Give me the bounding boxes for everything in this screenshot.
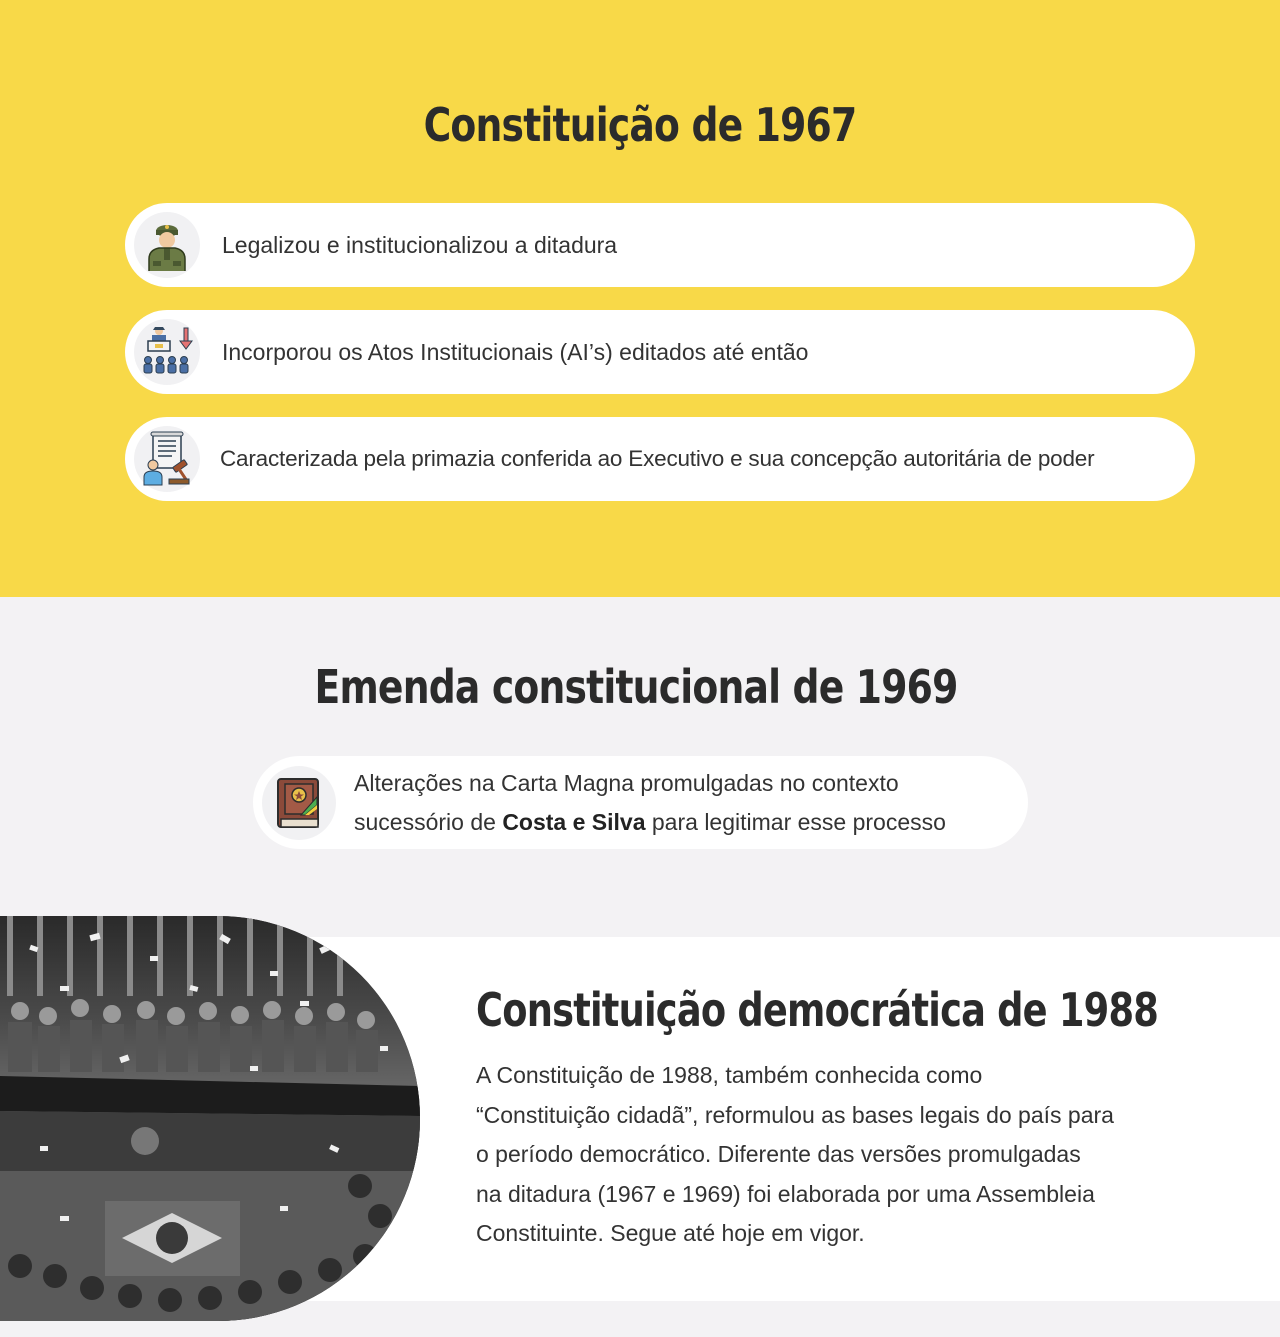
soldier-icon bbox=[134, 212, 200, 278]
paragraph-line: o período democrático. Diferente das versões promulgadas bbox=[476, 1141, 1081, 1167]
section-title-1988: Constituição democrática de 1988 bbox=[476, 983, 1159, 1037]
text-segment: para legitimar esse processo bbox=[645, 808, 946, 835]
text-segment: sucessório de bbox=[354, 808, 503, 835]
fact-card bbox=[253, 756, 1028, 849]
fact-text bbox=[354, 764, 946, 842]
highlight-name: Costa e Silva bbox=[502, 808, 646, 835]
section-title-1967: Constituição de 1967 bbox=[423, 98, 857, 152]
tribunal-icon bbox=[134, 319, 200, 385]
fact-text: Caracterizada pela primazia conferida ao Executivo e sua concepção autoritária de poder bbox=[220, 446, 1095, 471]
fact-card bbox=[125, 417, 1195, 501]
section-title-1969: Emenda constitucional de 1969 bbox=[314, 660, 958, 714]
assembly-photo bbox=[0, 916, 420, 1321]
decree-judge-icon bbox=[134, 426, 200, 492]
section-constituicao-1967 bbox=[0, 0, 1280, 597]
fact-text-line bbox=[354, 803, 946, 842]
fact-text: Legalizou e institucionalizou a ditadura bbox=[222, 231, 618, 258]
law-book-icon bbox=[262, 766, 336, 840]
paragraph-line: “Constituição cidadã”, reformulou as bases legais do país para bbox=[476, 1101, 1114, 1128]
fact-text-line: Alterações na Carta Magna promulgadas no contexto bbox=[354, 769, 899, 796]
fact-card bbox=[125, 310, 1195, 394]
paragraph-line: na ditadura (1967 e 1969) foi elaborada por uma Assembleia bbox=[476, 1180, 1095, 1207]
paragraph-line: A Constituição de 1988, também conhecida como bbox=[476, 1062, 983, 1088]
fact-text: Incorporou os Atos Institucionais (AI’s) editados até então bbox=[222, 338, 809, 365]
fact-card bbox=[125, 203, 1195, 287]
paragraph-1988 bbox=[476, 1056, 1216, 1254]
paragraph-line: Constituinte. Segue até hoje em vigor. bbox=[476, 1220, 865, 1246]
